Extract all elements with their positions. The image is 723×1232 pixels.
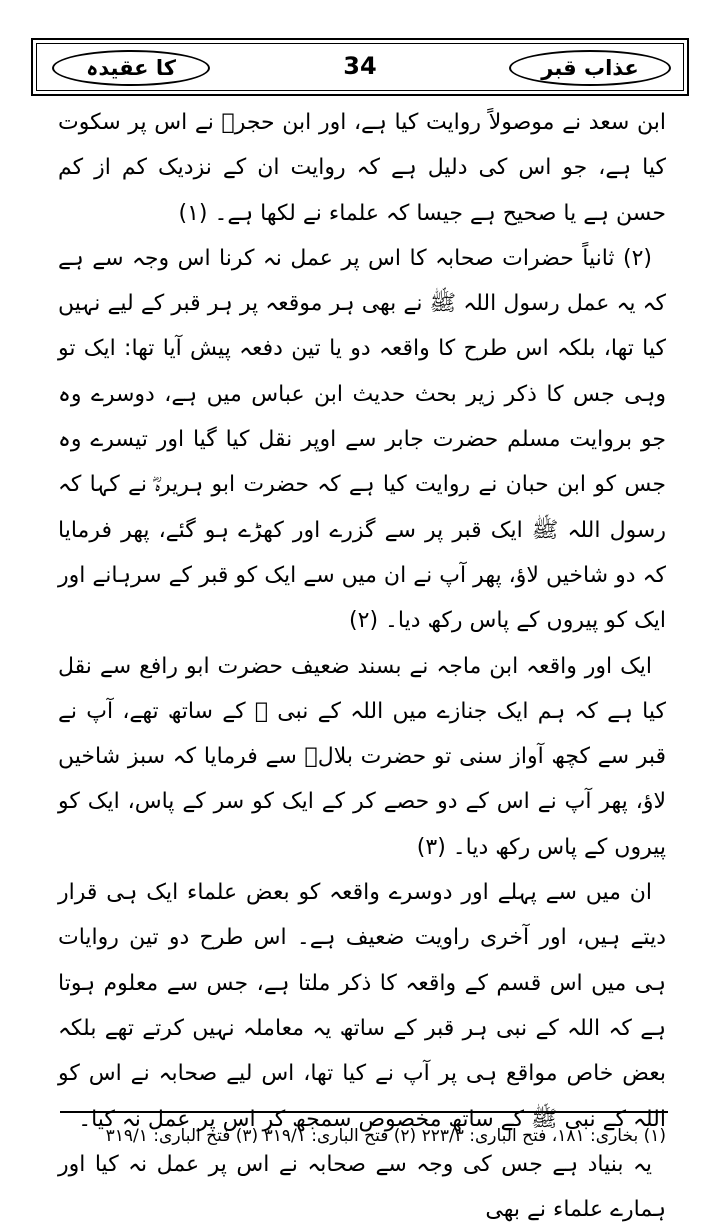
footnote-divider: [60, 1111, 668, 1113]
paragraph-5: یہ بنیاد ہے جس کی وجہ سے صحابہ نے اس پر عمل نہ کیا اور ہمارے علماء نے بھی: [58, 1151, 666, 1223]
footnote-references: (۱) بخاری: ۱۸۱، فتح الباری: ۲۲۳/۳ (۲) فتح الباری: ۳۱۹/۱ (۳) فتح الباری: ۳۱۹/۱: [105, 1126, 666, 1146]
page-number: 34: [343, 52, 377, 80]
paragraph-3: ایک اور واقعہ ابن ماجہ نے بسند ضعیف حضرت ابو رافع سے نقل کیا ہے کہ ہم ایک جنازے میں اللہ کے نبی ﷺ کے ساتھ تھے، آپ نے قبر سے کچھ آواز سنی تو حضرت بلالؓ سے فرمایا کہ سبز شاخیں لاؤ، پھر آپ نے اس کے دو حصے کر کے ایک کو سر کے پاس، ایک کو پیروں کے پاس رکھ دیا۔ (۳): [58, 653, 666, 860]
paragraph-1: ابن سعد نے موصولاً روایت کیا ہے، اور ابن حجرؒ نے اس پر سکوت کیا ہے، جو اس کی دلیل ہے کہ روایت ان کے نزدیک کم از کم حسن ہے یا صحیح ہے جیسا کہ علماء نے لکھا ہے۔ (۱): [58, 110, 666, 226]
page-body: [58, 100, 666, 1232]
book-title: عذاب قبر: [541, 56, 639, 80]
paragraph-2: (۲) ثانیاً حضرات صحابہ کا اس پر عمل نہ کرنا اس وجہ سے ہے کہ یہ عمل رسول اللہ ﷺ نے بھی ہر موقعہ پر ہر قبر کے لیے نہیں کیا تھا، بلکہ اس طرح کا واقعہ دو یا تین دفعہ پیش آیا تھا: ایک تو وہی جس کا ذکر زیر بحث حدیث ابن عباس میں ہے، دوسرے وہ جو بروایت مسلم حضرت جابر سے اوپر نقل کیا گیا اور تیسرے وہ جس کو ابن حبان نے روایت کیا ہے کہ حضرت ابو ہریرہؓ نے کہا کہ رسول اللہ ﷺ ایک قبر پر سے گزرے اور کھڑے ہو گئے، پھر فرمایا کہ دو شاخیں لاؤ، پھر آپ نے ان میں سے ایک کو قبر کے سرہانے اور ایک کو پیروں کے پاس رکھ دیا۔ (۲): [58, 245, 666, 634]
book-title-badge: [509, 50, 671, 86]
section-title-badge: [52, 50, 210, 86]
paragraph-4: ان میں سے پہلے اور دوسرے واقعہ کو بعض علماء ایک ہی قرار دیتے ہیں، اور آخری راویت ضعیف ہے۔ اس طرح دو تین روایات ہی میں اس قسم کے واقعہ کا ذکر ملتا ہے، جس سے معلوم ہوتا ہے کہ اللہ کے نبی ہر قبر کے ساتھ یہ معاملہ نہیں کرتے تھے بلکہ بعض خاص مواقع ہی پر آپ نے کیا تھا، اس لیے صحابہ نے اس کو اللہ کے نبی ﷺ کے ساتھ مخصوص سمجھ کر اس پر عمل نہ کیا۔: [58, 880, 666, 1132]
section-title: کا عقیدہ: [86, 56, 176, 80]
